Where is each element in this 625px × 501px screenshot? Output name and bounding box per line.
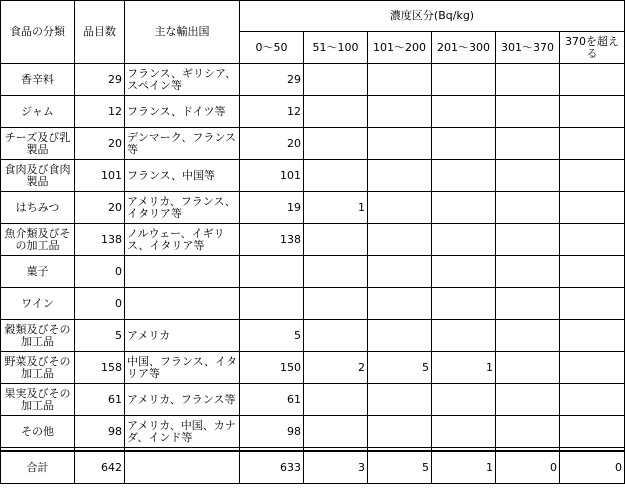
value-cell bbox=[432, 128, 496, 160]
value-cell bbox=[368, 128, 432, 160]
value-cell bbox=[368, 288, 432, 320]
table-row bbox=[1, 416, 625, 448]
value-cell: 0 bbox=[560, 451, 625, 484]
value-cell bbox=[240, 288, 304, 320]
value-cell: 5 bbox=[368, 352, 432, 384]
value-cell bbox=[496, 256, 560, 288]
value-cell bbox=[560, 160, 625, 192]
table-row bbox=[1, 128, 625, 160]
count-cell: 101 bbox=[75, 160, 125, 192]
value-cell bbox=[560, 352, 625, 384]
category-cell: ワイン bbox=[1, 288, 75, 320]
value-cell: 2 bbox=[304, 352, 368, 384]
value-cell bbox=[368, 384, 432, 416]
value-cell: 12 bbox=[240, 96, 304, 128]
table-row bbox=[1, 192, 625, 224]
value-cell bbox=[560, 320, 625, 352]
value-cell bbox=[304, 160, 368, 192]
table-row bbox=[1, 288, 625, 320]
value-cell bbox=[368, 64, 432, 96]
value-cell: 61 bbox=[240, 384, 304, 416]
exporters-cell: フランス、ドイツ等 bbox=[125, 96, 240, 128]
value-cell bbox=[304, 384, 368, 416]
table-row bbox=[1, 352, 625, 384]
category-cell: 食肉及び食肉製品 bbox=[1, 160, 75, 192]
value-cell: 5 bbox=[368, 451, 432, 484]
value-cell: 138 bbox=[240, 224, 304, 256]
value-cell bbox=[560, 96, 625, 128]
exporters-cell: 中国、フランス、イタリア等 bbox=[125, 352, 240, 384]
count-cell: 642 bbox=[75, 451, 125, 484]
value-cell bbox=[304, 64, 368, 96]
count-cell: 20 bbox=[75, 192, 125, 224]
value-cell bbox=[496, 320, 560, 352]
value-cell bbox=[368, 96, 432, 128]
header-range: 0～50 bbox=[240, 32, 304, 64]
value-cell bbox=[496, 96, 560, 128]
exporters-cell: アメリカ、フランス、イタリア等 bbox=[125, 192, 240, 224]
value-cell bbox=[432, 64, 496, 96]
value-cell bbox=[304, 320, 368, 352]
count-cell: 98 bbox=[75, 416, 125, 448]
exporters-cell: フランス、中国等 bbox=[125, 160, 240, 192]
header-count: 品目数 bbox=[75, 1, 125, 64]
value-cell: 150 bbox=[240, 352, 304, 384]
total-row bbox=[1, 451, 625, 484]
category-cell: その他 bbox=[1, 416, 75, 448]
table-row bbox=[1, 64, 625, 96]
value-cell bbox=[496, 224, 560, 256]
exporters-cell: アメリカ、中国、カナダ、インド等 bbox=[125, 416, 240, 448]
value-cell bbox=[432, 96, 496, 128]
value-cell bbox=[432, 224, 496, 256]
value-cell bbox=[368, 224, 432, 256]
category-cell: 野菜及びその加工品 bbox=[1, 352, 75, 384]
value-cell bbox=[496, 64, 560, 96]
value-cell bbox=[368, 256, 432, 288]
count-cell: 12 bbox=[75, 96, 125, 128]
value-cell bbox=[432, 160, 496, 192]
category-cell: 穀類及びその加工品 bbox=[1, 320, 75, 352]
category-cell: 果実及びその加工品 bbox=[1, 384, 75, 416]
value-cell bbox=[560, 256, 625, 288]
value-cell: 633 bbox=[240, 451, 304, 484]
count-cell: 20 bbox=[75, 128, 125, 160]
value-cell bbox=[240, 256, 304, 288]
value-cell bbox=[496, 352, 560, 384]
value-cell bbox=[560, 192, 625, 224]
value-cell bbox=[432, 320, 496, 352]
value-cell bbox=[496, 288, 560, 320]
value-cell: 98 bbox=[240, 416, 304, 448]
value-cell bbox=[496, 160, 560, 192]
value-cell bbox=[496, 128, 560, 160]
count-cell: 0 bbox=[75, 288, 125, 320]
table-body bbox=[1, 64, 625, 484]
count-cell: 61 bbox=[75, 384, 125, 416]
category-cell: 魚介類及びその加工品 bbox=[1, 224, 75, 256]
value-cell: 29 bbox=[240, 64, 304, 96]
value-cell bbox=[432, 416, 496, 448]
table-row bbox=[1, 224, 625, 256]
exporters-cell bbox=[125, 451, 240, 484]
value-cell bbox=[560, 64, 625, 96]
value-cell: 1 bbox=[432, 352, 496, 384]
value-cell bbox=[560, 288, 625, 320]
value-cell: 1 bbox=[304, 192, 368, 224]
value-cell bbox=[432, 192, 496, 224]
value-cell bbox=[432, 288, 496, 320]
value-cell bbox=[496, 416, 560, 448]
count-cell: 138 bbox=[75, 224, 125, 256]
header-range: 201～300 bbox=[432, 32, 496, 64]
header-range: 101～200 bbox=[368, 32, 432, 64]
value-cell bbox=[368, 192, 432, 224]
value-cell bbox=[560, 128, 625, 160]
value-cell bbox=[304, 416, 368, 448]
table-row bbox=[1, 256, 625, 288]
value-cell: 20 bbox=[240, 128, 304, 160]
category-cell: ジャム bbox=[1, 96, 75, 128]
value-cell bbox=[304, 224, 368, 256]
value-cell: 1 bbox=[432, 451, 496, 484]
category-cell: はちみつ bbox=[1, 192, 75, 224]
header-exporters: 主な輸出国 bbox=[125, 1, 240, 64]
value-cell bbox=[304, 288, 368, 320]
value-cell: 0 bbox=[496, 451, 560, 484]
value-cell bbox=[560, 384, 625, 416]
table-row bbox=[1, 320, 625, 352]
value-cell bbox=[496, 384, 560, 416]
value-cell bbox=[304, 96, 368, 128]
header-range: 301～370 bbox=[496, 32, 560, 64]
count-cell: 5 bbox=[75, 320, 125, 352]
value-cell bbox=[368, 160, 432, 192]
value-cell bbox=[496, 192, 560, 224]
category-cell: チーズ及び乳製品 bbox=[1, 128, 75, 160]
value-cell bbox=[560, 224, 625, 256]
count-cell: 29 bbox=[75, 64, 125, 96]
value-cell bbox=[304, 128, 368, 160]
count-cell: 158 bbox=[75, 352, 125, 384]
category-cell: 菓子 bbox=[1, 256, 75, 288]
exporters-cell: ノルウェー、イギリス、イタリア等 bbox=[125, 224, 240, 256]
header-range: 370を超える bbox=[560, 32, 625, 64]
value-cell: 3 bbox=[304, 451, 368, 484]
exporters-cell: アメリカ、フランス等 bbox=[125, 384, 240, 416]
value-cell: 101 bbox=[240, 160, 304, 192]
category-cell: 合計 bbox=[1, 451, 75, 484]
value-cell bbox=[368, 320, 432, 352]
value-cell: 5 bbox=[240, 320, 304, 352]
exporters-cell: フランス、ギリシア、スペイン等 bbox=[125, 64, 240, 96]
category-cell: 香辛料 bbox=[1, 64, 75, 96]
value-cell bbox=[432, 256, 496, 288]
exporters-cell: アメリカ bbox=[125, 320, 240, 352]
table-row bbox=[1, 384, 625, 416]
table-row bbox=[1, 96, 625, 128]
header-category: 食品の分類 bbox=[1, 1, 75, 64]
exporters-cell: デンマーク、フランス等 bbox=[125, 128, 240, 160]
value-cell bbox=[560, 416, 625, 448]
exporters-cell bbox=[125, 288, 240, 320]
value-cell bbox=[368, 416, 432, 448]
value-cell: 19 bbox=[240, 192, 304, 224]
value-cell bbox=[432, 384, 496, 416]
table-row bbox=[1, 160, 625, 192]
count-cell: 0 bbox=[75, 256, 125, 288]
header-range: 51～100 bbox=[304, 32, 368, 64]
value-cell bbox=[304, 256, 368, 288]
header-concentration: 濃度区分(Bq/kg) bbox=[240, 1, 625, 32]
exporters-cell bbox=[125, 256, 240, 288]
